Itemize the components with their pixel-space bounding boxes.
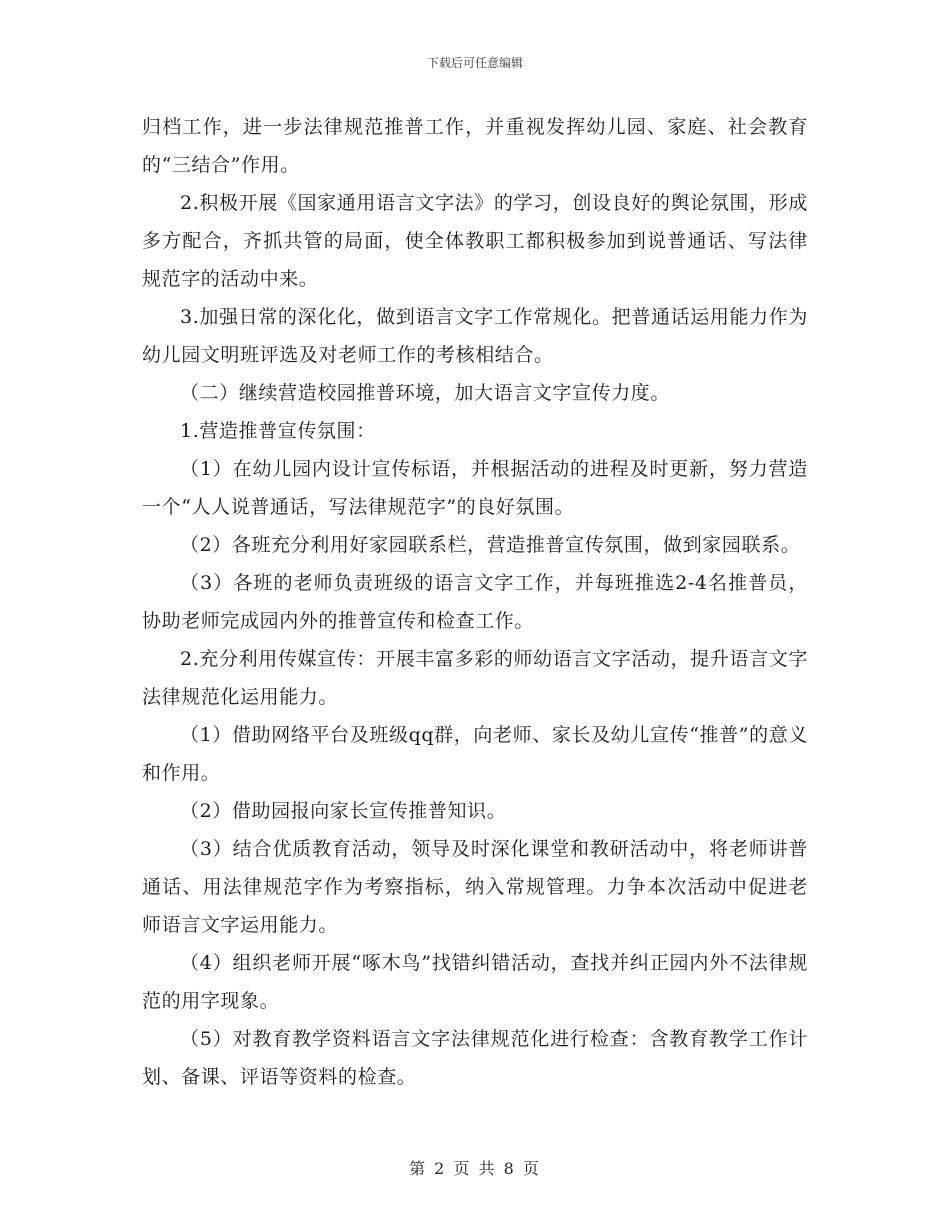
paragraph: 3.加强日常的深化化，做到语言文字工作常规化。把普通话运用能力作为幼儿园文明班评选及对老师工作的考核相结合。 xyxy=(142,306,808,366)
page-footer: 第 2 页 共 8 页 xyxy=(409,1159,541,1178)
paragraph: （5）对教育教学资料语言文字法律规范化进行检查：含教育教学工作计划、备课、评语等资料的检查。 xyxy=(142,1028,808,1088)
document-body xyxy=(142,108,808,1096)
subsection-heading: 2.充分利用传媒宣传：开展丰富多彩的师幼语言文字活动，提升语言文字法律规范化运用能力。 xyxy=(142,648,808,708)
paragraph: （3）结合优质教育活动，领导及时深化课堂和教研活动中，将老师讲普通话、用法律规范字作为考察指标，纳入常规管理。力争本次活动中促进老师语言文字运用能力。 xyxy=(142,838,808,936)
paragraph: 2.积极开展《国家通用语言文字法》的学习，创设良好的舆论氛围，形成多方配合，齐抓共管的局面，使全体教职工都积极参加到说普通话、写法律规范字的活动中来。 xyxy=(142,192,808,290)
paragraph: （2）各班充分利用好家园联系栏，营造推普宣传氛围，做到家园联系。 xyxy=(180,534,801,556)
section-heading: （二）继续营造校园推普环境，加大语言文字宣传力度。 xyxy=(180,382,671,404)
paragraph: （3）各班的老师负责班级的语言文字工作，并每班推选2-4名推普员，协助老师完成园内外的推普宣传和检查工作。 xyxy=(142,572,808,632)
page-header: 下载后可任意编辑 xyxy=(426,56,523,70)
subsection-heading: 1.营造推普宣传氛围： xyxy=(180,420,376,442)
paragraph: （1）在幼儿园内设计宣传标语，并根据活动的进程及时更新，努力营造一个“人人说普通话，写法律规范字”的良好氛围。 xyxy=(142,458,808,518)
paragraph: （4）组织老师开展“啄木鸟”找错纠错活动，查找并纠正园内外不法律规范的用字现象。 xyxy=(142,952,808,1012)
paragraph: 归档工作，进一步法律规范推普工作，并重视发挥幼儿园、家庭、社会教育的“三结合”作用。 xyxy=(142,116,808,176)
paragraph: （2）借助园报向家长宣传推普知识。 xyxy=(180,800,507,822)
paragraph: （1）借助网络平台及班级qq群，向老师、家长及幼儿宣传“推普”的意义和作用。 xyxy=(142,724,808,784)
